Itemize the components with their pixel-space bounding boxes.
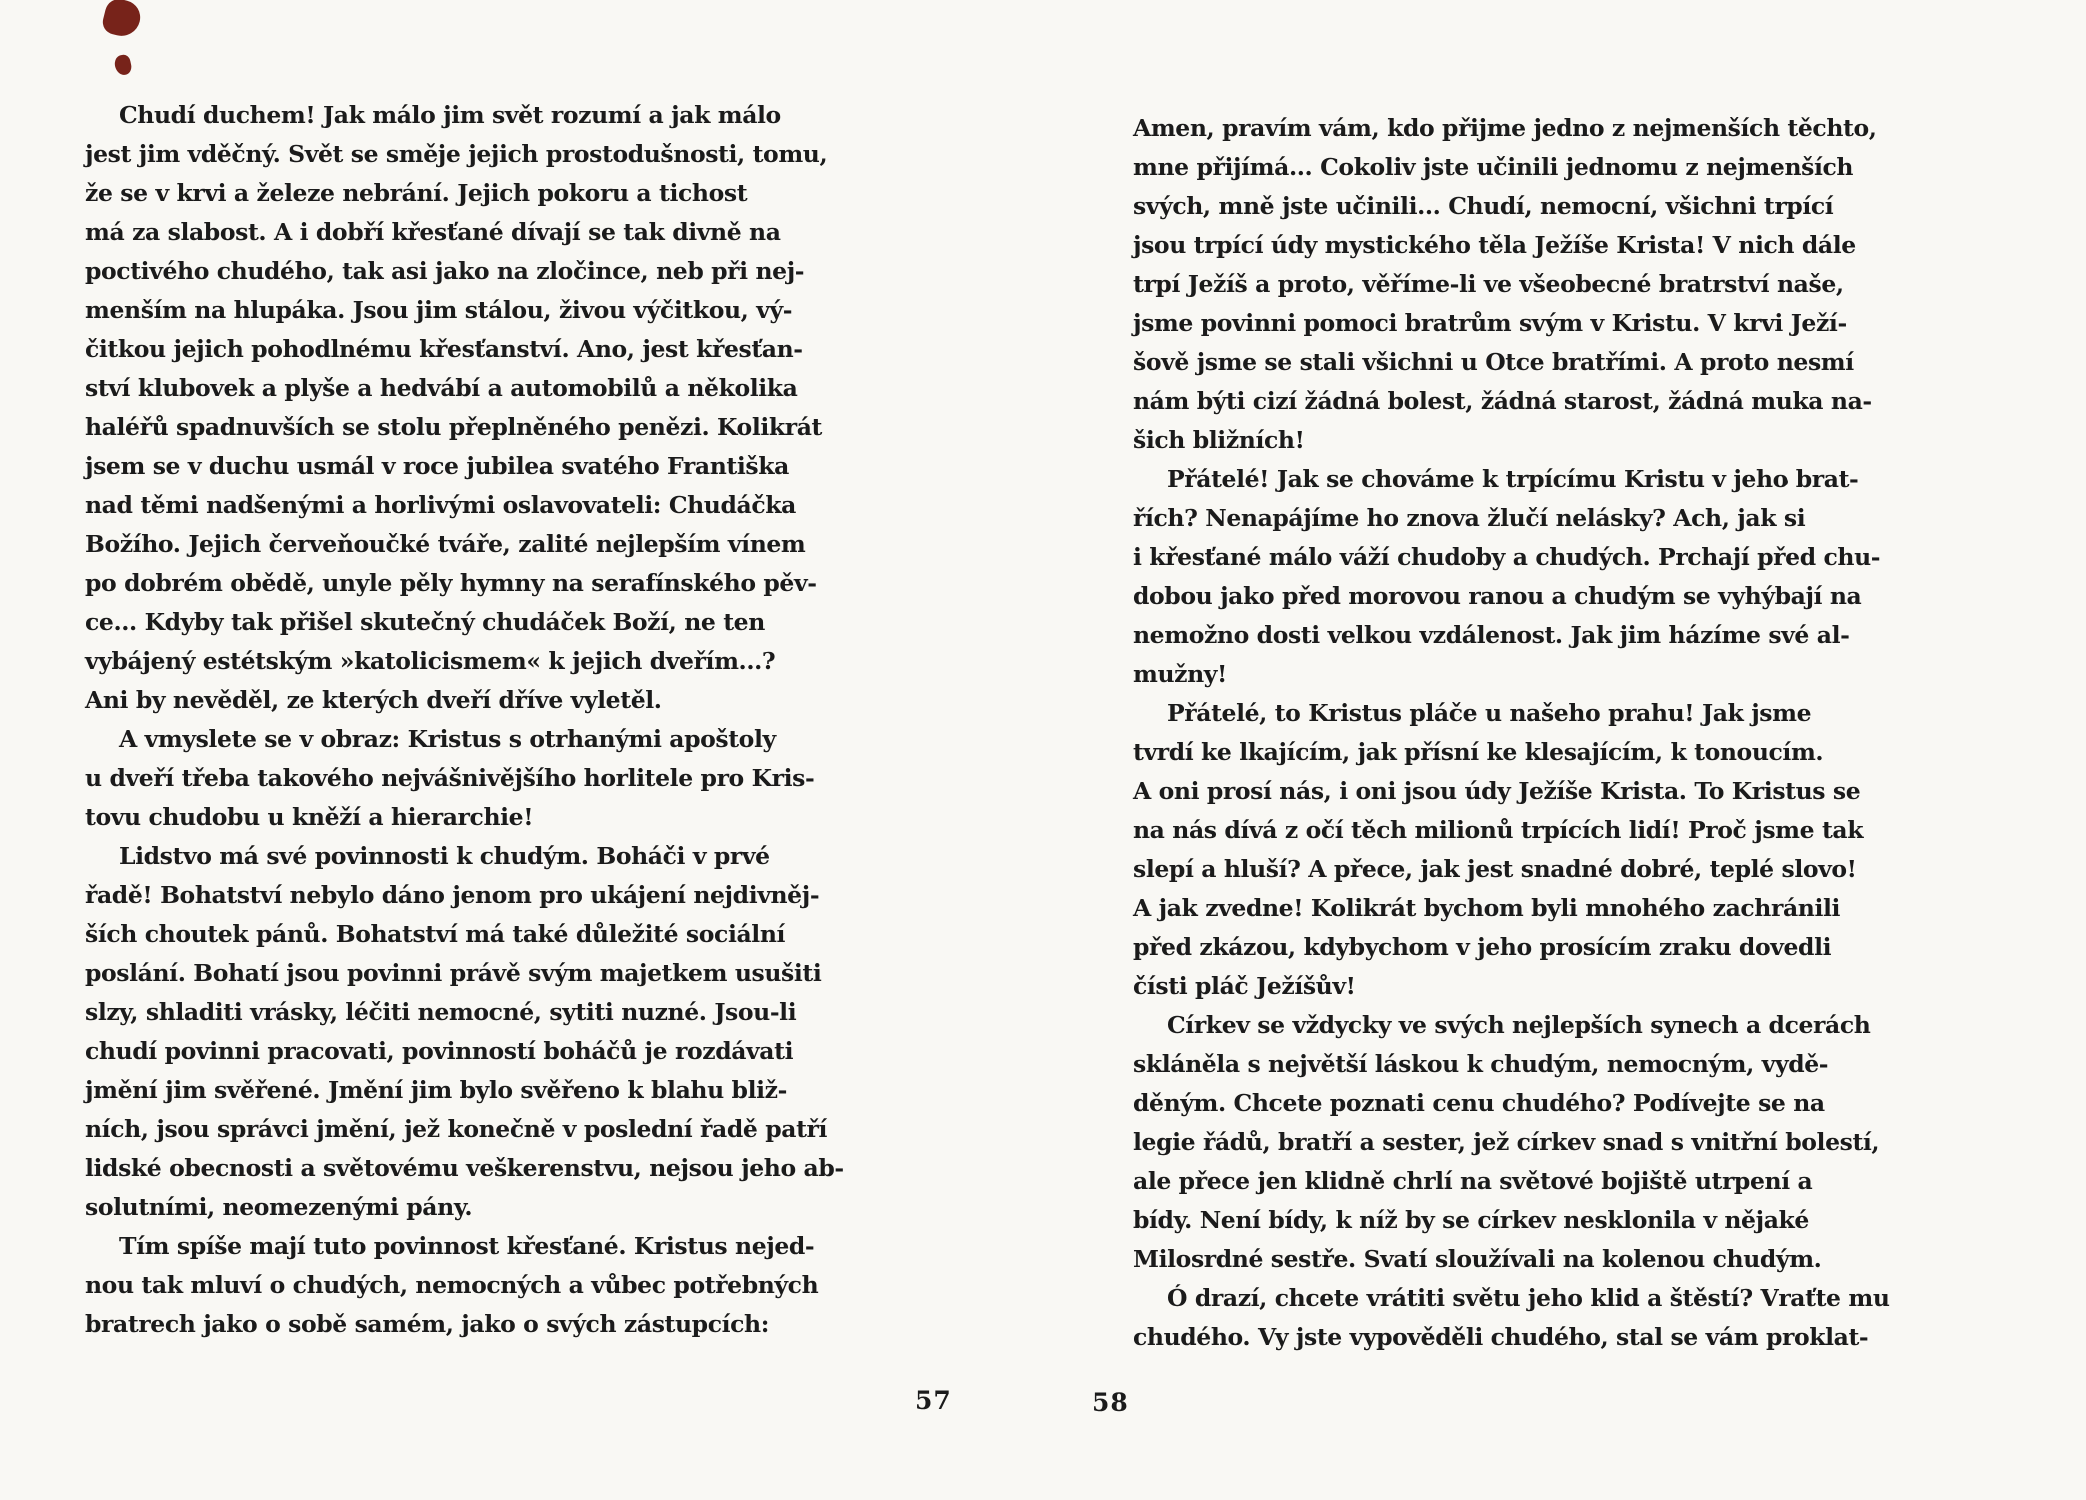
text-line: bratrech jako o sobě samém, jako o svých zástupcích:: [85, 1310, 770, 1338]
text-line: Tím spíše mají tuto povinnost křesťané. Kristus nejed-: [119, 1232, 815, 1260]
paragraph: [1133, 694, 1864, 1006]
text-line: Lidstvo má své povinnosti k chudým. Boháči v prvé: [119, 842, 770, 870]
text-line: ale přece jen klidně chrlí na světové bojiště utrpení a: [1133, 1167, 1813, 1195]
paragraph: [1133, 460, 1881, 694]
red-ink-stain: [100, 0, 144, 40]
text-line: chudí povinni pracovati, povinností boháčů je rozdávati: [85, 1037, 794, 1065]
text-line: čísti pláč Ježíšův!: [1133, 972, 1356, 1000]
text-line: má za slabost. A i dobří křesťané dívají se tak divně na: [85, 218, 781, 246]
text-line: šově jsme se stali všichni u Otce bratřími. A proto nesmí: [1133, 348, 1854, 376]
text-line: Ó drazí, chcete vrátiti světu jeho klid a štěstí? Vraťte mu: [1167, 1284, 1890, 1312]
paragraph: [1133, 1279, 1890, 1357]
page-number-left: 57: [915, 1386, 952, 1415]
text-line: Církev se vždycky ve svých nejlepších synech a dcerách: [1167, 1011, 1871, 1039]
text-line: u dveří třeba takového nejvášnivějšího horlitele pro Kris-: [85, 764, 815, 792]
text-line: jsem se v duchu usmál v roce jubilea svatého Františka: [85, 452, 789, 480]
text-line: vybájený estétským »katolicismem« k jejich dveřím...?: [85, 647, 776, 675]
red-ink-stain-small: [113, 54, 133, 77]
text-line: Ani by nevěděl, ze kterých dveří dříve vyletěl.: [85, 686, 662, 714]
text-line: chudého. Vy jste vypověděli chudého, stal se vám proklat-: [1133, 1323, 1869, 1351]
text-line: Přátelé, to Kristus pláče u našeho prahu! Jak jsme: [1167, 699, 1812, 727]
text-line: haléřů spadnuvších se stolu přeplněného penězi. Kolikrát: [85, 413, 823, 441]
text-line: mužny!: [1133, 660, 1227, 688]
text-line: jsou trpící údy mystického těla Ježíše Krista! V nich dále: [1133, 231, 1856, 259]
text-line: řích? Nenapájíme ho znova žlučí nelásky? Ach, jak si: [1133, 504, 1806, 532]
text-line: skláněla s největší láskou k chudým, nemocným, vydě-: [1133, 1050, 1829, 1078]
paragraph: [85, 1227, 819, 1344]
text-line: před zkázou, kdybychom v jeho prosícím zraku dovedli: [1133, 933, 1832, 961]
text-line: i křesťané málo váží chudoby a chudých. Prchají před chu-: [1133, 543, 1881, 571]
text-line: menším na hlupáka. Jsou jim stálou, živou výčitkou, vý-: [85, 296, 793, 324]
text-line: jest jim vděčný. Svět se směje jejich prostodušnosti, tomu,: [85, 140, 828, 168]
paragraph: [85, 720, 815, 837]
text-line: ství klubovek a plyše a hedvábí a automobilů a několika: [85, 374, 798, 402]
text-line: tvrdí ke lkajícím, jak přísní ke klesajícím, k tonoucím.: [1133, 738, 1824, 766]
text-line: děným. Chcete poznati cenu chudého? Podívejte se na: [1133, 1089, 1825, 1117]
text-line: Amen, pravím vám, kdo přijme jedno z nejmenších těchto,: [1133, 114, 1877, 142]
text-line: řadě! Bohatství nebylo dáno jenom pro ukájení nejdivněj-: [85, 881, 820, 909]
text-line: jsme povinni pomoci bratrům svým v Kristu. V krvi Ježí-: [1133, 309, 1847, 337]
text-line: poslání. Bohatí jsou povinni právě svým majetkem usušiti: [85, 959, 822, 987]
text-line: jmění jim svěřené. Jmění jim bylo svěřeno k blahu bliž-: [85, 1076, 787, 1104]
text-line: slepí a hluší? A přece, jak jest snadné dobré, teplé slovo!: [1133, 855, 1857, 883]
text-line: A oni prosí nás, i oni jsou údy Ježíše Krista. To Kristus se: [1133, 777, 1861, 805]
text-line: slzy, shladiti vrásky, léčiti nemocné, sytiti nuzné. Jsou-li: [85, 998, 797, 1026]
text-line: svých, mně jste učinili... Chudí, nemocní, všichni trpící: [1133, 192, 1834, 220]
text-line: lidské obecnosti a světovému veškerenstvu, nejsou jeho ab-: [85, 1154, 844, 1182]
text-line: poctivého chudého, tak asi jako na zločince, neb při nej-: [85, 257, 805, 285]
text-line: A jak zvedne! Kolikrát bychom byli mnohého zachránili: [1133, 894, 1841, 922]
text-line: mne přijímá... Cokoliv jste učinili jednomu z nejmenších: [1133, 153, 1854, 181]
text-line: ších choutek pánů. Bohatství má také důležité sociální: [85, 920, 786, 948]
text-line: Božího. Jejich červeňoučké tváře, zalité nejlepším vínem: [85, 530, 806, 558]
text-line: ce... Kdyby tak přišel skutečný chudáček Boží, ne ten: [85, 608, 765, 636]
text-line: čitkou jejich pohodlnému křesťanství. Ano, jest křesťan-: [85, 335, 803, 363]
text-line: A vmyslete se v obraz: Kristus s otrhanými apoštoly: [119, 725, 776, 753]
paragraph: [1133, 109, 1877, 460]
paragraph: [85, 837, 844, 1227]
text-line: tovu chudobu u kněží a hierarchie!: [85, 803, 534, 831]
text-line: nám býti cizí žádná bolest, žádná starost, žádná muka na-: [1133, 387, 1872, 415]
text-line: že se v krvi a železe nebrání. Jejich pokoru a tichost: [85, 179, 748, 207]
text-line: na nás dívá z očí těch milionů trpících lidí! Proč jsme tak: [1133, 816, 1864, 844]
left-page-text: [85, 96, 844, 1344]
text-line: dobou jako před morovou ranou a chudým se vyhýbají na: [1133, 582, 1862, 610]
text-line: Přátelé! Jak se chováme k trpícímu Kristu v jeho brat-: [1167, 465, 1859, 493]
text-line: solutními, neomezenými pány.: [85, 1193, 473, 1221]
text-line: Chudí duchem! Jak málo jim svět rozumí a jak málo: [119, 101, 781, 129]
text-line: nou tak mluví o chudých, nemocných a vůbec potřebných: [85, 1271, 819, 1299]
text-line: šich bližních!: [1133, 426, 1305, 454]
text-line: legie řádů, bratří a sester, jež církev snad s vnitřní bolestí,: [1133, 1128, 1880, 1156]
text-line: nad těmi nadšenými a horlivými oslavovateli: Chudáčka: [85, 491, 796, 519]
text-line: nemožno dosti velkou vzdálenost. Jak jim házíme své al-: [1133, 621, 1850, 649]
paragraph: [1133, 1006, 1880, 1279]
right-page-text: [1133, 109, 1890, 1357]
paragraph: [85, 96, 828, 720]
page-number-right: 58: [1092, 1388, 1129, 1417]
text-line: po dobrém obědě, unyle pěly hymny na serafínského pěv-: [85, 569, 817, 597]
text-line: trpí Ježíš a proto, věříme-li ve všeobecné bratrství naše,: [1133, 270, 1844, 298]
text-line: bídy. Není bídy, k níž by se církev nesklonila v nějaké: [1133, 1206, 1809, 1234]
text-line: Milosrdné sestře. Svatí sloužívali na kolenou chudým.: [1133, 1245, 1822, 1273]
text-line: ních, jsou správci jmění, jež konečně v poslední řadě patří: [85, 1115, 828, 1143]
